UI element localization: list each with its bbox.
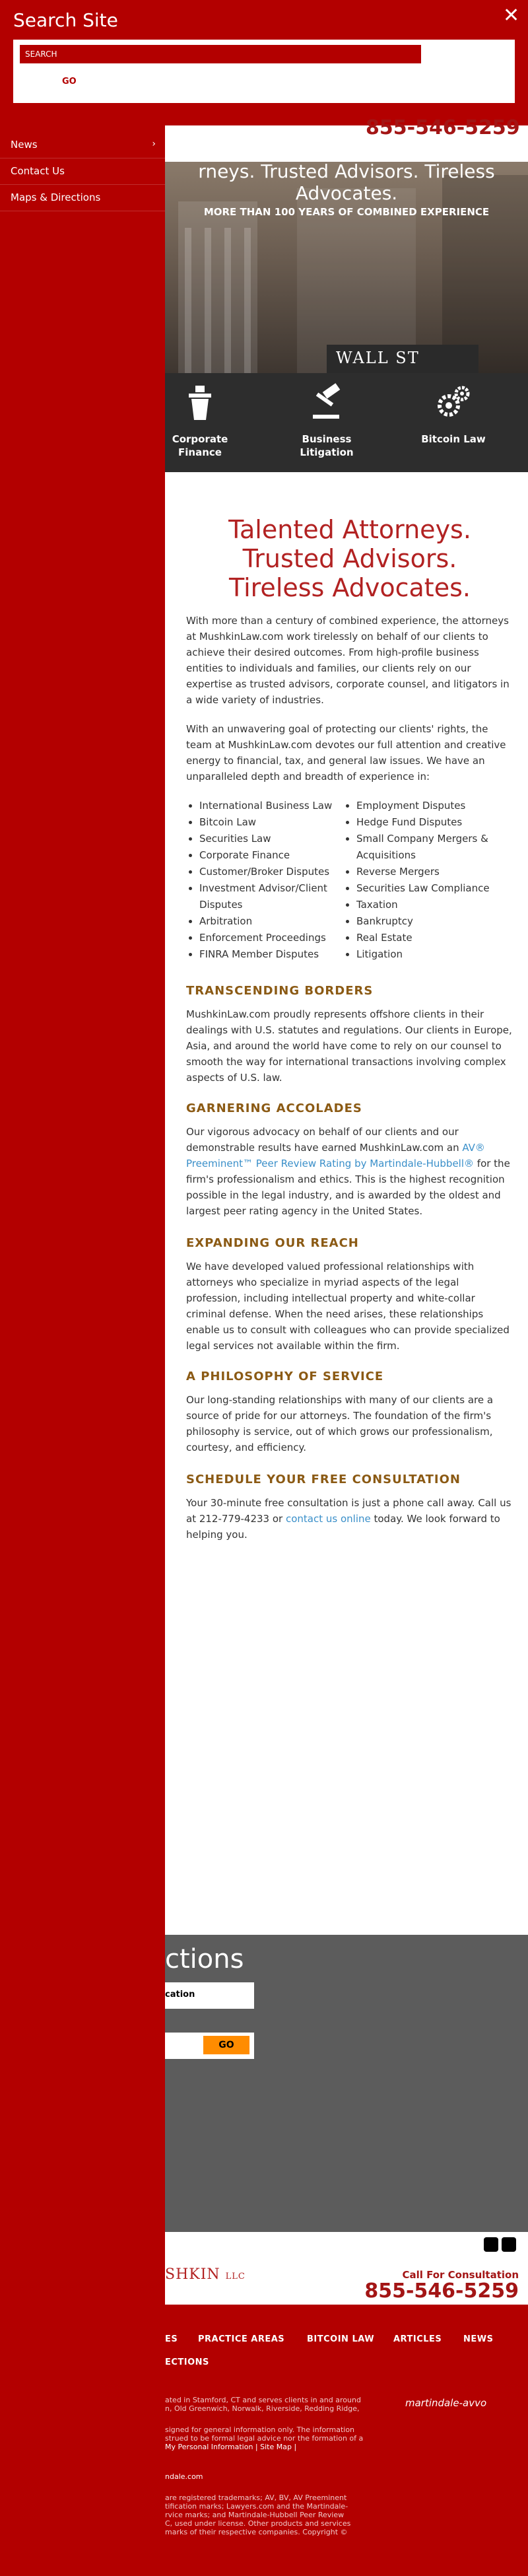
- sidebar-item-label: News: [11, 139, 38, 151]
- logo-text: SHKIN: [165, 2266, 220, 2283]
- close-icon[interactable]: ✕: [503, 4, 520, 27]
- reach-paragraph: We have developed valued professional relationships with attorneys who specialize in myriad aspects of the legal profession, including intellectual property and white-collar criminal defense. When the need arises, these relationships enable us to consult with colleagues who can provide specialized legal services not available within the firm.: [186, 1261, 510, 1352]
- practice-label-line2: Finance: [178, 446, 222, 458]
- practice-label: Bitcoin Law: [421, 433, 486, 445]
- consult-text-2: today. We look forward to helping you.: [186, 1513, 500, 1541]
- gears-icon: [437, 383, 470, 423]
- header-phone[interactable]: 855-546-5259: [366, 116, 520, 139]
- directions-go-button[interactable]: GO: [203, 2036, 249, 2054]
- consult-paragraph: [186, 1495, 516, 1543]
- footer-nav-item[interactable]: ES: [165, 2334, 178, 2344]
- legal-site-link[interactable]: ndale.com: [165, 2472, 203, 2481]
- list-item: • Employment Disputes: [356, 798, 516, 814]
- footer-nav-articles[interactable]: ARTICLES: [393, 2334, 442, 2344]
- accolades-text-2: for the firm's professionalism and ethics. This is the highest recognition possible in the legal industry, and is awarded by the oldest and largest peer rating agency in the United States.: [186, 1158, 510, 1217]
- hero-subtitle: MORE THAN 100 YEARS OF COMBINED EXPERIENCE: [203, 206, 490, 218]
- directions-title: ctions: [165, 1944, 244, 1974]
- logo-suffix: LLC: [225, 2272, 246, 2281]
- list-item: • Real Estate: [356, 930, 516, 946]
- sidebar: [0, 125, 165, 2576]
- section-heading-accolades: GARNERING ACCOLADES: [186, 1101, 362, 1115]
- footer-logo[interactable]: [165, 2266, 246, 2283]
- peer-review-link[interactable]: AV® Preeminent™ Peer Review Rating by Martindale-Hubbell®: [186, 1142, 485, 1169]
- legal-text: marks of their respective companies. Copyright ©: [165, 2528, 348, 2536]
- list-item: • Investment Advisor/Client Disputes: [199, 880, 345, 913]
- legal-text: signed for general information only. The information: [165, 2425, 355, 2434]
- list-item: • Enforcement Proceedings: [199, 930, 345, 946]
- list-item: • Bitcoin Law: [199, 814, 345, 831]
- sidebar-item-contact[interactable]: [0, 158, 165, 185]
- sidebar-item-maps[interactable]: [0, 185, 165, 211]
- title-line: Trusted Advisors.: [242, 544, 457, 573]
- footer-nav-news[interactable]: NEWS: [463, 2334, 494, 2344]
- legal-text: n, Old Greenwich, Norwalk, Riverside, Redding Ridge,: [165, 2404, 360, 2413]
- practice-bitcoin-law[interactable]: [404, 373, 503, 472]
- legal-text: ated in Stamford, CT and serves clients in and around: [165, 2396, 361, 2404]
- list-item: • Corporate Finance: [199, 847, 345, 864]
- search-input[interactable]: [20, 45, 421, 63]
- social-icon[interactable]: [484, 2237, 498, 2252]
- borders-paragraph: MushkinLaw.com proudly represents offshore clients in their dealings with U.S. statutes and regulations. Our clients in Europe, Asia, and around the world have come to rely on our counsel to smooth the way for international transactions involving complex aspects of U.S. law.: [186, 1008, 512, 1084]
- chevron-right-icon: ›: [152, 139, 156, 149]
- hero-title-line2: Advocates.: [295, 182, 398, 204]
- practice-business-litigation[interactable]: [277, 373, 376, 472]
- footer-links[interactable]: My Personal Information | Site Map |: [165, 2443, 297, 2451]
- street-sign: WALL ST: [327, 345, 478, 374]
- podium-icon: [183, 383, 216, 423]
- section-heading-service: A PHILOSOPHY OF SERVICE: [186, 1370, 384, 1383]
- list-item: • Securities Law: [199, 831, 345, 847]
- footer-nav-practice-areas[interactable]: PRACTICE AREAS: [198, 2334, 285, 2344]
- list-item: • Litigation: [356, 946, 516, 963]
- accolades-paragraph: [186, 1124, 516, 1219]
- directions-section: [165, 1935, 528, 2232]
- page-title: [198, 515, 502, 602]
- footer-nav-directions[interactable]: ECTIONS: [165, 2357, 209, 2367]
- intro-paragraph-2: With an unwavering goal of protecting our clients' rights, the team at MushkinLaw.com devotes our full attention and creative energy to financial, tax, and general law issues. We have an unparalleled depth and breadth of experience in:: [186, 723, 506, 783]
- title-line: Talented Attorneys.: [228, 515, 471, 544]
- hero-title: rneys. Trusted Advisors. Tireless: [198, 161, 495, 182]
- list-item: • FINRA Member Disputes: [199, 946, 345, 963]
- directions-from-field[interactable]: cation: [165, 1982, 254, 2009]
- section-heading-borders: TRANSCENDING BORDERS: [186, 984, 374, 998]
- consult-text: Your 30-minute free consultation is just a phone call away. Call us at 212-779-4233 or: [186, 1497, 512, 1525]
- footer-nav: [165, 2305, 528, 2371]
- legal-text: rvice marks; and Martindale-Hubbell Peer Review: [165, 2511, 345, 2519]
- legal-text: tification marks; Lawyers.com and the Martindale-: [165, 2502, 348, 2511]
- section-heading-consult: SCHEDULE YOUR FREE CONSULTATION: [186, 1473, 461, 1486]
- legal-text: C, used under license. Other products and services: [165, 2519, 351, 2528]
- sidebar-item-news[interactable]: [0, 132, 165, 158]
- search-title: Search Site: [13, 9, 118, 31]
- gavel-icon: [310, 383, 343, 423]
- practice-list-right: [343, 798, 516, 963]
- social-icon-2[interactable]: [502, 2237, 516, 2252]
- intro-paragraph: With more than a century of combined experience, the attorneys at MushkinLaw.com work tirelessly on behalf of our clients to achieve their desired outcomes. From high-profile business entities to individuals and families, our clients rely on our expertise as trusted advisors, corporate counsel, and litigators in a wide variety of industries.: [186, 615, 510, 706]
- legal-text: strued to be formal legal advice nor the formation of a: [165, 2434, 364, 2443]
- list-item: • Taxation: [356, 897, 516, 913]
- list-item: • International Business Law: [199, 798, 345, 814]
- list-item: • Small Company Mergers & Acquisitions: [356, 831, 516, 864]
- service-paragraph: Our long-standing relationships with many of our clients are a source of pride for our attorneys. The foundation of the firm's philosophy is service, out of which grows our professionalism, courtesy, and efficiency.: [186, 1394, 494, 1453]
- list-item: • Reverse Mergers: [356, 864, 516, 880]
- list-item: • Arbitration: [199, 913, 345, 930]
- section-heading-reach: EXPANDING OUR REACH: [186, 1236, 359, 1250]
- practice-list-left: [186, 798, 345, 963]
- list-item: • Bankruptcy: [356, 913, 516, 930]
- accolades-text: Our vigorous advocacy on behalf of our clients and our demonstrable results have earned MushkinLaw.com an: [186, 1126, 463, 1154]
- footer-call-label: Call For Consultation: [402, 2269, 519, 2281]
- sidebar-item-label: Maps & Directions: [11, 191, 101, 203]
- legal-text: are registered trademarks; AV, BV, AV Preeminent: [165, 2493, 347, 2502]
- practice-label-line2: Litigation: [300, 446, 354, 458]
- list-item: • Customer/Broker Disputes: [199, 864, 345, 880]
- title-line: Tireless Advocates.: [229, 573, 471, 602]
- practice-label: Corporate: [172, 433, 228, 445]
- sidebar-item-label: Contact Us: [11, 165, 65, 177]
- practice-label: Business: [302, 433, 352, 445]
- martindale-badge[interactable]: martindale-avvo: [405, 2397, 487, 2409]
- contact-online-link[interactable]: contact us online: [285, 1513, 371, 1525]
- search-go-button[interactable]: GO: [62, 77, 77, 87]
- footer-nav-bitcoin-law[interactable]: BITCOIN LAW: [307, 2334, 375, 2344]
- footer-phone[interactable]: 855-546-5259: [364, 2280, 519, 2303]
- practice-corporate-finance[interactable]: [150, 373, 249, 472]
- list-item: • Hedge Fund Disputes: [356, 814, 516, 831]
- list-item: • Securities Law Compliance: [356, 880, 516, 897]
